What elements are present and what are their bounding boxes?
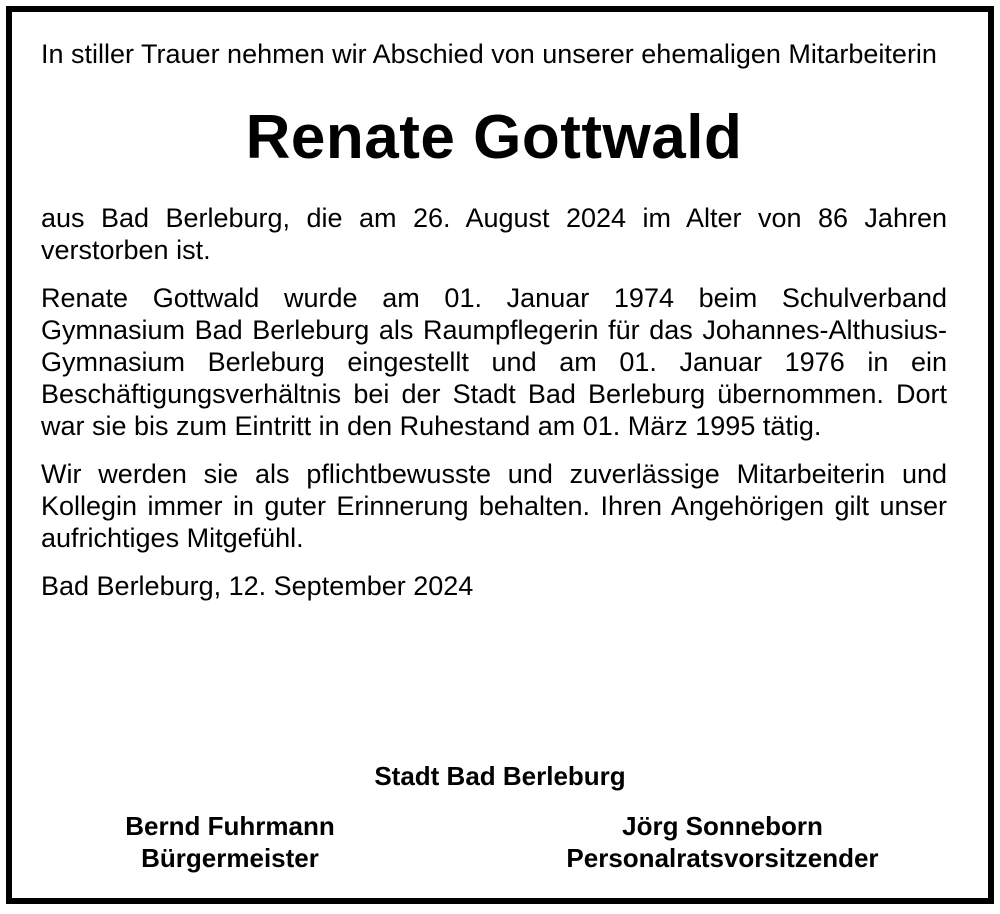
deceased-name: Renate Gottwald (245, 103, 743, 172)
signer-council-chair (545, 810, 900, 874)
paragraph-remembrance: Wir werden sie als pflichtbewusste und zuverlässige Mitarbeiterin und Kollegin immer in guter Erinnerung behalten. Ihren Angehörigen gilt unser aufrichtiges Mitgefühl. (41, 459, 947, 553)
notice-content (41, 38, 947, 602)
signer-mayor (95, 810, 365, 874)
intro-text: In stiller Trauer nehmen wir Abschied von unserer ehemaligen Mitarbeiterin (41, 39, 937, 69)
signer-mayor-role: Bürgermeister (141, 843, 319, 873)
signer-council-chair-name: Jörg Sonneborn (622, 811, 823, 841)
paragraph-origin: aus Bad Berleburg, die am 26. August 2024 im Alter von 86 Jahren verstorben ist. (41, 203, 947, 265)
signer-council-chair-role: Personalratsvorsitzender (566, 843, 879, 873)
organization-name: Stadt Bad Berleburg (374, 761, 626, 791)
place-date: Bad Berleburg, 12. September 2024 (41, 571, 474, 601)
signer-mayor-name: Bernd Fuhrmann (125, 811, 335, 841)
paragraph-career: Renate Gottwald wurde am 01. Januar 1974 beim Schulverband Gymnasium Bad Berleburg als Raumpflegerin für das Johannes-Althusius-Gymnasium Berleburg eingestellt und am 01. Januar 1976 in ein Beschäftigungsverhältnis bei der Stadt Bad Berleburg übernommen. Dort war sie bis zum Eintritt in den Ruhestand am 01. März 1995 tätig. (41, 283, 947, 441)
